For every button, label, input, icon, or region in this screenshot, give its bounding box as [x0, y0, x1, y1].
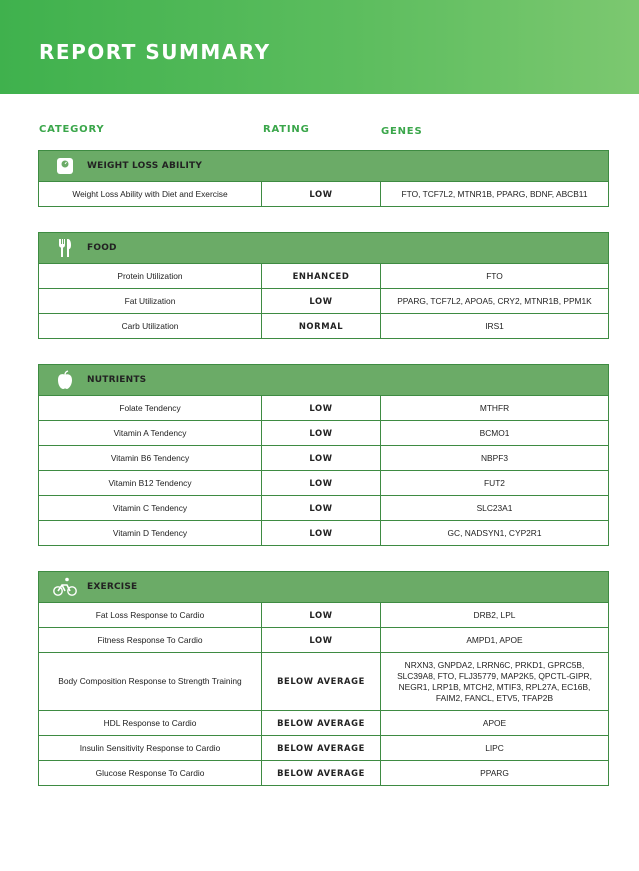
table-row [39, 521, 609, 546]
row-genes: NBPF3 [381, 446, 609, 471]
column-header-rating: RATING [263, 124, 310, 135]
report-banner [0, 0, 639, 94]
row-rating: LOW [262, 471, 381, 496]
section-weight-loss-ability [38, 150, 609, 207]
table-row [39, 446, 609, 471]
row-genes: FTO, TCF7L2, MTNR1B, PPARG, BDNF, ABCB11 [381, 182, 609, 207]
row-category: Folate Tendency [39, 396, 262, 421]
row-rating: LOW [262, 628, 381, 653]
row-genes: FUT2 [381, 471, 609, 496]
row-genes: LIPC [381, 736, 609, 761]
row-rating: ENHANCED [262, 264, 381, 289]
table-row [39, 421, 609, 446]
row-category: Vitamin A Tendency [39, 421, 262, 446]
row-genes: FTO [381, 264, 609, 289]
column-header-genes: GENES [381, 126, 423, 137]
row-genes: APOE [381, 711, 609, 736]
row-category: Insulin Sensitivity Response to Cardio [39, 736, 262, 761]
table-row [39, 314, 609, 339]
table-row [39, 736, 609, 761]
row-rating: LOW [262, 521, 381, 546]
section-title: NUTRIENTS [87, 374, 147, 385]
section-title: WEIGHT LOSS ABILITY [87, 160, 203, 171]
column-header-category: CATEGORY [39, 124, 105, 135]
row-rating: BELOW AVERAGE [262, 711, 381, 736]
section-food [38, 232, 609, 339]
row-category: Body Composition Response to Strength Training [39, 653, 262, 711]
row-genes: DRB2, LPL [381, 603, 609, 628]
row-category: Glucose Response To Cardio [39, 761, 262, 786]
fork-knife-icon [43, 238, 87, 258]
table-row [39, 711, 609, 736]
row-category: Vitamin B12 Tendency [39, 471, 262, 496]
row-rating: LOW [262, 603, 381, 628]
row-category: Fat Loss Response to Cardio [39, 603, 262, 628]
section-title: FOOD [87, 242, 117, 253]
row-category: Carb Utilization [39, 314, 262, 339]
row-category: Weight Loss Ability with Diet and Exercise [39, 182, 262, 207]
page-title: REPORT SUMMARY [39, 40, 271, 64]
row-genes: GC, NADSYN1, CYP2R1 [381, 521, 609, 546]
row-rating: BELOW AVERAGE [262, 761, 381, 786]
row-genes: PPARG, TCF7L2, APOA5, CRY2, MTNR1B, PPM1K [381, 289, 609, 314]
row-genes: NRXN3, GNPDA2, LRRN6C, PRKD1, GPRC5B, SLC39A8, FTO, FLJ35779, MAP2K5, QPCTL-GIPR, NEGR1, LRP1B, MTCH2, MTIF3, RPL27A, EC16B, FAIM2, FANCL, ETV5, TFAP2B [381, 653, 609, 711]
row-genes: IRS1 [381, 314, 609, 339]
table-row [39, 264, 609, 289]
row-category: Vitamin B6 Tendency [39, 446, 262, 471]
row-rating: LOW [262, 182, 381, 207]
row-rating: BELOW AVERAGE [262, 653, 381, 711]
row-category: Fat Utilization [39, 289, 262, 314]
table-row [39, 396, 609, 421]
row-genes: PPARG [381, 761, 609, 786]
row-rating: LOW [262, 396, 381, 421]
row-genes: MTHFR [381, 396, 609, 421]
row-genes: AMPD1, APOE [381, 628, 609, 653]
row-category: Protein Utilization [39, 264, 262, 289]
row-rating: LOW [262, 496, 381, 521]
table-row [39, 182, 609, 207]
table-row [39, 628, 609, 653]
table-row [39, 289, 609, 314]
row-rating: LOW [262, 446, 381, 471]
scale-icon [43, 157, 87, 175]
table-row [39, 471, 609, 496]
row-genes: BCMO1 [381, 421, 609, 446]
row-genes: SLC23A1 [381, 496, 609, 521]
section-title: EXERCISE [87, 581, 138, 592]
section-exercise [38, 571, 609, 786]
section-nutrients [38, 364, 609, 546]
cyclist-icon [43, 577, 87, 597]
apple-icon [43, 370, 87, 390]
table-row [39, 603, 609, 628]
row-rating: LOW [262, 289, 381, 314]
table-row [39, 761, 609, 786]
row-rating: NORMAL [262, 314, 381, 339]
row-rating: BELOW AVERAGE [262, 736, 381, 761]
table-row [39, 653, 609, 711]
table-row [39, 496, 609, 521]
row-category: HDL Response to Cardio [39, 711, 262, 736]
row-category: Fitness Response To Cardio [39, 628, 262, 653]
row-rating: LOW [262, 421, 381, 446]
row-category: Vitamin D Tendency [39, 521, 262, 546]
row-category: Vitamin C Tendency [39, 496, 262, 521]
